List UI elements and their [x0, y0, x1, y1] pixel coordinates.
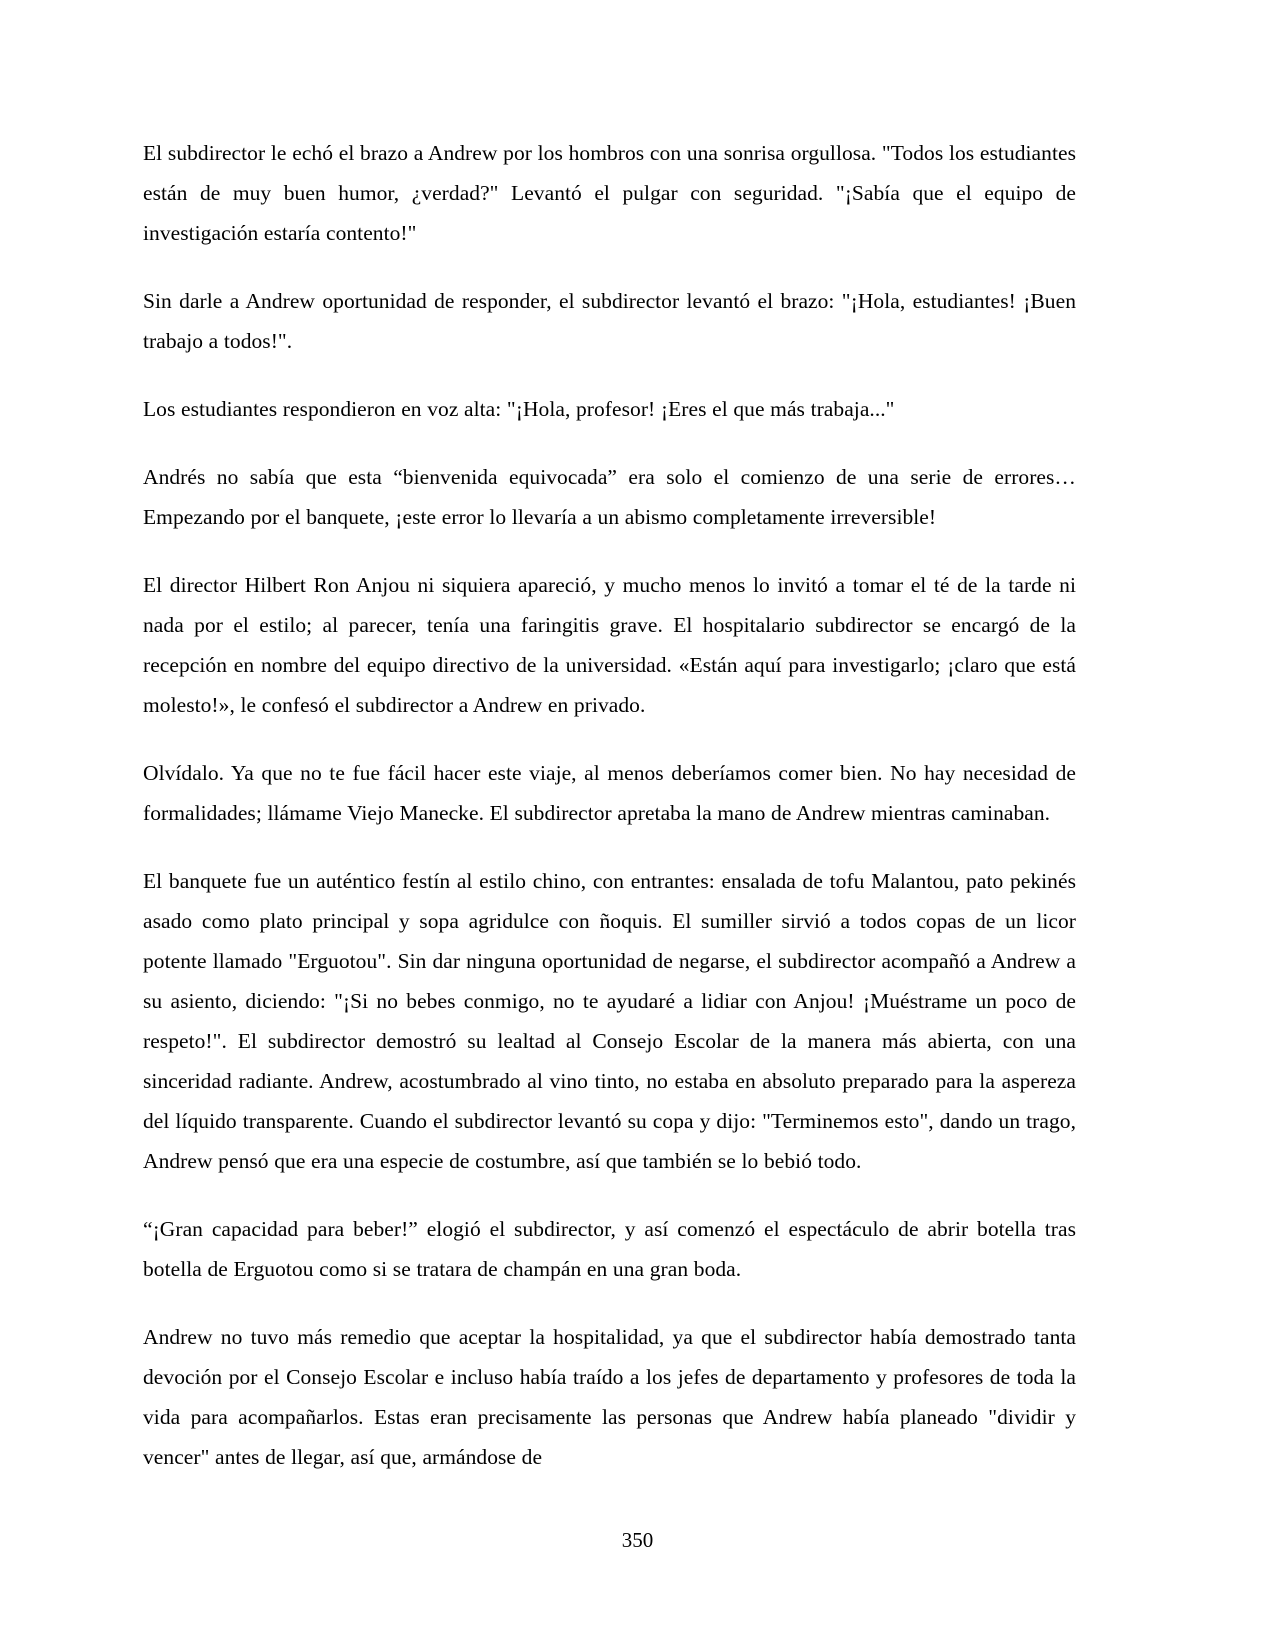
paragraph-6: Olvídalo. Ya que no te fue fácil hacer este viaje, al menos deberíamos comer bien. No hay necesidad de formalidades; llámame Viejo Manecke. El subdirector apretaba la mano de Andrew mientras caminaban.	[143, 761, 1076, 825]
paragraph-5: El director Hilbert Ron Anjou ni siquiera apareció, y mucho menos lo invitó a tomar el té de la tarde ni nada por el estilo; al parecer, tenía una faringitis grave. El hospitalario subdirector se encargó de la recepción en nombre del equipo directivo de la universidad. «Están aquí para investigarlo; ¡claro que está molesto!», le confesó el subdirector a Andrew en privado.	[143, 573, 1076, 717]
paragraph-8: “¡Gran capacidad para beber!” elogió el subdirector, y así comenzó el espectáculo de abrir botella tras botella de Erguotou como si se tratara de champán en una gran boda.	[143, 1217, 1076, 1281]
paragraph-1: El subdirector le echó el brazo a Andrew por los hombros con una sonrisa orgullosa. "Todos los estudiantes están de muy buen humor, ¿verdad?" Levantó el pulgar con seguridad. "¡Sabía que el equipo de investigación estaría contento!"	[143, 141, 1076, 245]
paragraph-2: Sin darle a Andrew oportunidad de responder, el subdirector levantó el brazo: "¡Hola, estudiantes! ¡Buen trabajo a todos!".	[143, 289, 1076, 353]
paragraph-7: El banquete fue un auténtico festín al estilo chino, con entrantes: ensalada de tofu Malantou, pato pekinés asado como plato principal y sopa agridulce con ñoquis. El sumiller sirvió a todos copas de un licor potente llamado "Erguotou". Sin dar ninguna oportunidad de negarse, el subdirector acompañó a Andrew a su asiento, diciendo: "¡Si no bebes conmigo, no te ayudaré a lidiar con Anjou! ¡Muéstrame un poco de respeto!". El subdirector demostró su lealtad al Consejo Escolar de la manera más abierta, con una sinceridad radiante. Andrew, acostumbrado al vino tinto, no estaba en absoluto preparado para la aspereza del líquido transparente. Cuando el subdirector levantó su copa y dijo: "Terminemos esto", dando un trago, Andrew pensó que era una especie de costumbre, así que también se lo bebió todo.	[143, 869, 1076, 1173]
paragraph-9: Andrew no tuvo más remedio que aceptar la hospitalidad, ya que el subdirector había demostrado tanta devoción por el Consejo Escolar e incluso había traído a los jefes de departamento y profesores de toda la vida para acompañarlos. Estas eran precisamente las personas que Andrew había planeado "dividir y vencer" antes de llegar, así que, armándose de	[143, 1325, 1076, 1469]
paragraph-3: Los estudiantes respondieron en voz alta: "¡Hola, profesor! ¡Eres el que más trabaja..."	[143, 397, 895, 421]
paragraph-4: Andrés no sabía que esta “bienvenida equivocada” era solo el comienzo de una serie de errores… Empezando por el banquete, ¡este error lo llevaría a un abismo completamente irreversible!	[143, 465, 1076, 529]
page-body-text	[143, 133, 1076, 1477]
page-number: 350	[621, 1528, 654, 1552]
